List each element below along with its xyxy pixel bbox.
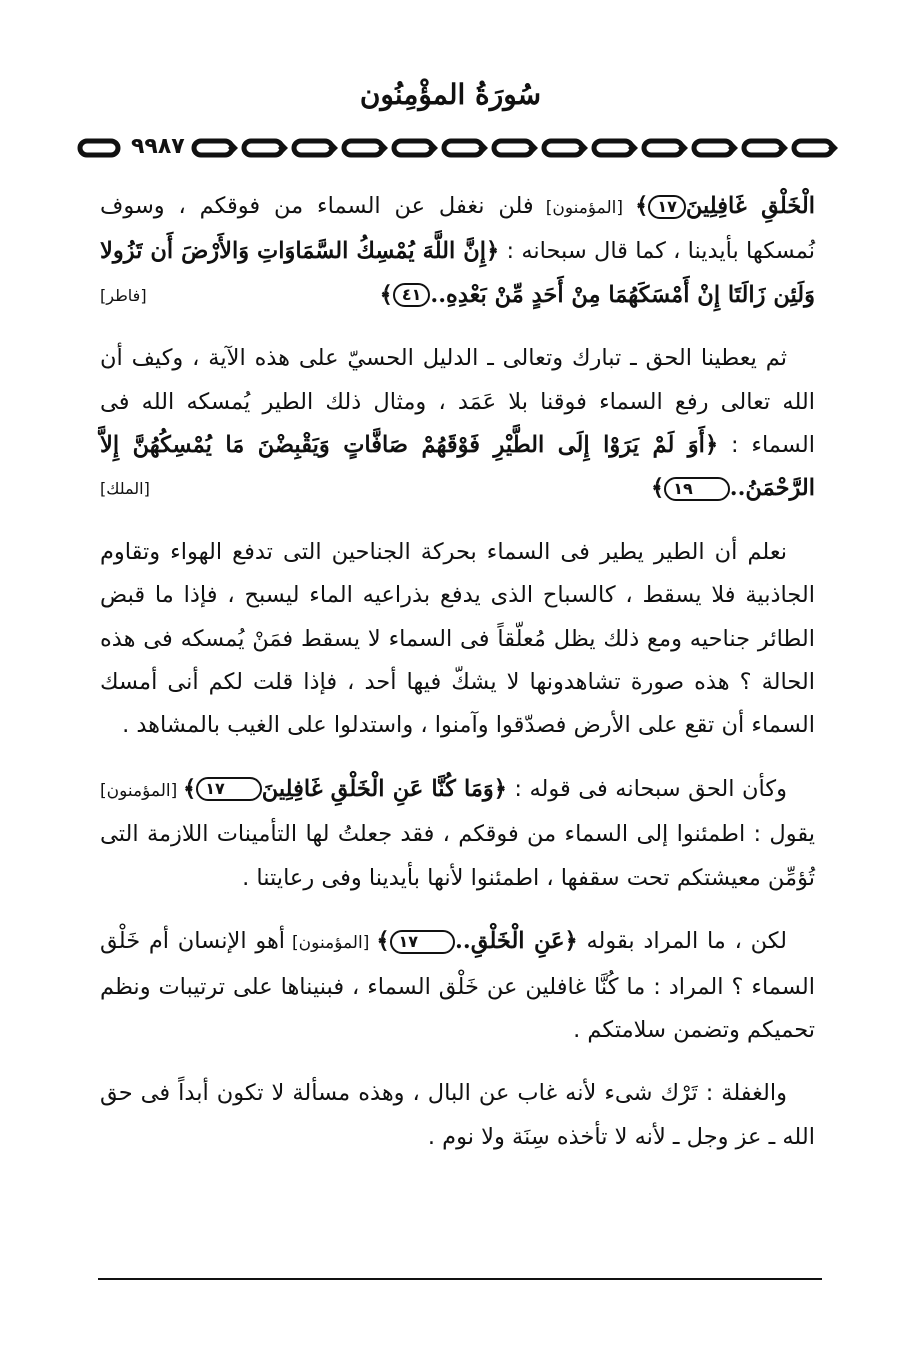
verse-bracket: ﴿ xyxy=(486,238,500,265)
ayah-number: ١٧ xyxy=(196,777,262,801)
quran-verse: أَوَ لَمْ يَرَوْا إِلَى الطَّيْرِ فَوْقَهُمْ صَافَّاتٍ وَيَقْبِضْنَ مَا يُمْسِكُهُنَّ إِلاَّ الرَّحْمَنُ.. xyxy=(100,432,815,502)
paragraph-p5 xyxy=(100,920,815,1052)
body-text: ثم يعطينا الحق ـ تبارك وتعالى ـ الدليل الحسيّ على هذه الآية ، وكيف أن الله تعالى رفع السماء فوقنا بلا عَمَد ، ومثال ذلك الطير يُمسكه الله فى السماء : xyxy=(100,345,815,459)
ayah-number: ١٧ xyxy=(648,195,686,219)
quran-verse: عَنِ الْخَلْقِ.. xyxy=(455,928,565,955)
surah-reference: [المؤمنون] xyxy=(285,933,377,954)
page-number: ٩٩٨٧ xyxy=(128,132,188,162)
ayah-number: ١٩ xyxy=(664,477,730,501)
body-text: أهو الإنسان أم خَلْق السماء ؟ المراد : ما كُنَّا غافلين عن خَلْق السماء ، فبنيناها على ترتيبات ونظم تحميكم وتضمن سلامتكم . xyxy=(100,928,815,1043)
quran-verse: الْخَلْقِ غَافِلِينَ xyxy=(685,193,815,219)
body-text: وكأن الحق سبحانه فى قوله : xyxy=(506,775,787,802)
surah-citation: [الملك] xyxy=(100,479,150,499)
body-text: والغفلة : تَرْك شىء لأنه غاب عن البال ، وهذه مسألة لا تكون أبداً فى حق الله ـ عز وجل ـ لأنه لا تأخذه سِنَة ولا نوم . xyxy=(100,1080,815,1150)
quran-verse: إِنَّ اللَّهَ يُمْسِكُ السَّمَاوَاتِ وَالأَرْضَ أَن تَزُولا وَلَئِن زَالَتَا إِنْ أَمْسَكَهُمَا مِنْ أَحَدٍ مِّنْ بَعْدِهِ.. xyxy=(100,238,815,308)
surah-title: سُورَةُ المؤْمِنُون xyxy=(359,78,542,111)
verse-bracket: ﴾ xyxy=(376,928,390,955)
page-body xyxy=(100,185,815,1179)
body-text: نعلم أن الطير يطير فى السماء بحركة الجناحين التى تدفع الهواء وتقاوم الجاذبية فلا يسقط ، كالسباح الذى يدفع بذراعيه الماء ليسبح ، فإذا ما قبض الطائر جناحيه ومع ذلك يظل مُعلّقاً فى السماء لا يسقط فمَنْ يُمسكه فى هذه الحالة ؟ هذه صورة تشاهدونها لا يشكّ فيها أحد ، فإذا قلت لكم أنى أمسك السماء أن تقع على الأرض فصدّقوا وآمنوا ، واستدلوا على الغيب بالمشاهد . xyxy=(100,538,815,739)
verse-bracket: ﴿ xyxy=(704,432,719,459)
verse-bracket: ﴿ xyxy=(493,775,507,802)
quran-verse: وَمَا كُنَّا عَنِ الْخَلْقِ غَافِلِينَ xyxy=(261,775,494,802)
ayah-number: ١٧ xyxy=(390,930,456,954)
surah-reference: [المؤمنون] xyxy=(100,780,184,801)
surah-reference: [المؤمنون] xyxy=(533,198,636,218)
body-text: فلن نغفل عن السماء من فوقكم ، وسوف نُمسكها بأيدينا ، كما قال سبحانه : xyxy=(100,193,815,265)
paragraph-p4 xyxy=(100,768,815,900)
verse-bracket: ﴾ xyxy=(651,475,665,502)
footer-rule xyxy=(98,1278,822,1280)
verse-bracket: ﴾ xyxy=(183,775,197,802)
paragraph-p3 xyxy=(100,531,815,748)
paragraph-p6 xyxy=(100,1072,815,1159)
body-text: لكن ، ما المراد بقوله xyxy=(577,928,787,955)
ayah-number: ٤١ xyxy=(393,283,431,307)
paragraph-p2 xyxy=(100,337,815,511)
body-text: يقول : اطمئنوا إلى السماء من فوقكم ، فقد جعلتُ لها التأمينات اللازمة التى تُؤمِّن معيشتكم تحت سقفها ، اطمئنوا لأنها بأيدينا وفى رعايتنا . xyxy=(100,821,815,891)
verse-bracket: ﴾ xyxy=(635,193,649,219)
verse-bracket: ﴾ xyxy=(379,281,393,308)
surah-citation: [فاطر] xyxy=(100,285,147,305)
paragraph-p1 xyxy=(100,185,815,317)
header-ornament-border xyxy=(76,133,846,163)
verse-bracket: ﴿ xyxy=(564,928,578,955)
